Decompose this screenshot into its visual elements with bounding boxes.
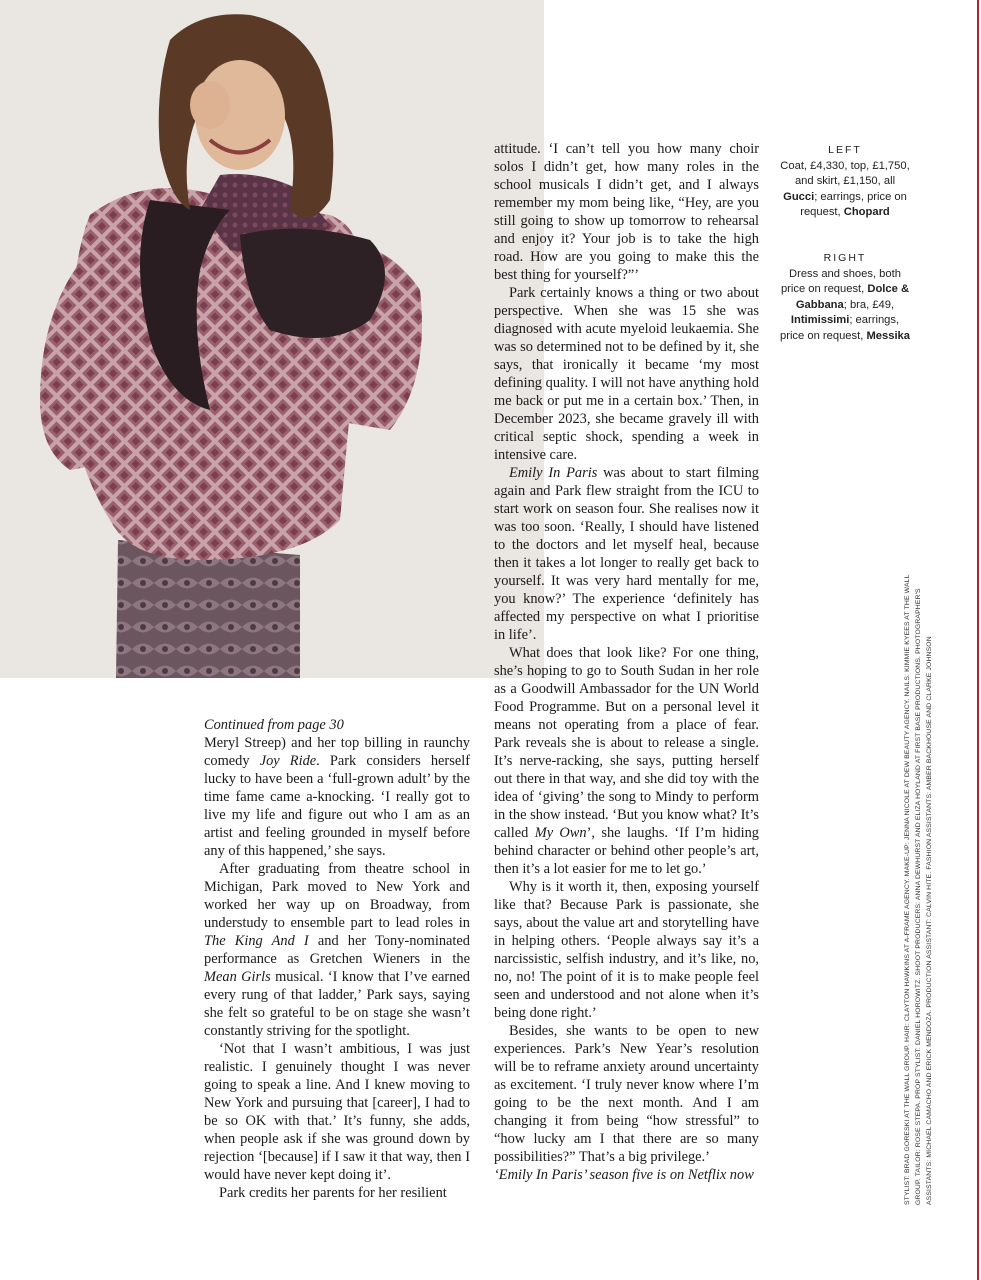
body-paragraph <box>204 1184 470 1202</box>
text-run: Meryl Streep) and her top billing in raunchy comedy <box>204 735 470 769</box>
photo-credits-line: ASSISTANTS: MICHAEL CAMACHO AND ERICK MENDOZA. PRODUCTION ASSISTANT: CALVIN HITE. FASHION ASSISTANTS: AMBER BACKHOUSE AND CLARKE JOHNSON <box>926 636 933 1205</box>
text-run: ; earrings, price on request, <box>800 190 907 218</box>
italic-title: Joy Ride <box>259 753 317 769</box>
text-run: . Park considers herself lucky to have been a ‘full-grown adult’ by the time fame came a-knocking. ‘I really got to live my life and figure out who I am as an artist and feeling grounded in myself before any of this happened,’ she says. <box>204 753 470 859</box>
brand-name: Chopard <box>843 206 890 218</box>
body-paragraph <box>494 878 759 1022</box>
article-column-2 <box>494 140 759 1184</box>
text-run: Park certainly knows a thing or two about perspective. When she was 15 she was diagnosed with acute myeloid leukaemia. She was so determined not to be defined by it, she says, that ironically it became ‘my most defining quality. I will not have anything hold me back or put me in a certain box.’ Then, in December 2023, she became gravely ill with critical septic shock, spending a week in intensive care. <box>494 285 759 463</box>
body-paragraph <box>494 1022 759 1166</box>
photo-credits-line: GROUP. TAILOR: ROSE STEPA. PROP STYLIST: DANIEL HOROWITZ. SHOOT PRODUCERS: ANNA DEWHURST AND ELIZA HOYLAND AT FIRST BASE PRODUCTIONS. PHOTOGRAPHER'S <box>915 588 922 1205</box>
text-run: was about to start filming again and Park flew straight from the ICU to start work on season four. She realises now it was too soon. ‘Really, I should have listened to the doctors and let myself heal, because then it takes a lot longer to really get back to yourself. It was very hard mentally for me, you know?’ The experience ‘definitely has affected my perspective on what I prioritise in life’. <box>494 465 759 643</box>
text-run: Besides, she wants to be open to new experiences. Park’s New Year’s resolution will be to reframe anxiety around uncertainty as excitement. ‘I truly never know where I’m going to be the next month. And I am changing it from being “how stressful” to “how lucky am I that there are so many possibilities?” That’s a big privilege.’ <box>494 1023 759 1165</box>
caption-right <box>778 251 912 344</box>
show-credit-line: ‘Emily In Paris’ season five is on Netflix now <box>494 1167 754 1183</box>
continued-from-kicker: Continued from page 30 <box>204 717 344 733</box>
page-edge-rule <box>977 0 979 1280</box>
italic-title: Mean Girls <box>204 969 271 985</box>
text-run: ; earrings, price on request, <box>780 314 900 342</box>
photo-credits <box>902 485 936 1205</box>
caption-left-body <box>778 159 912 221</box>
text-run: attitude. ‘I can’t tell you how many choir solos I didn’t get, how many roles in the school musicals I didn’t get, and I always remember my mom being like, “Hey, are you still going to show up tomorrow to rehearsal and enjoy it? Your job is to take the high road. How are you going to make this the best thing for yourself?”’ <box>494 141 759 283</box>
brand-name: Intimissimi <box>790 314 850 326</box>
article-column-1 <box>204 716 470 1202</box>
brand-name: Gucci <box>783 190 815 203</box>
text-run: ’, she laughs. ‘If I’m hiding behind character or behind other people’s art, then it’s a lot easier for me to let go.’ <box>494 825 759 877</box>
text-run: Coat, £4,330, top, £1,750, and skirt, £1,150, all <box>780 159 910 187</box>
text-run: Why is it worth it, then, exposing yourself like that? Because Park is passionate, she says, about the value art and storytelling have in helping others. ‘People always say it’s a narcissistic, selfish industry, and it’s like, no, no, no! The point of it is to make people feel seen and understood and not alone when it’s being done right.’ <box>494 879 759 1021</box>
brand-name: Messika <box>866 329 910 342</box>
text-run: and her Tony-nominated performance as Gretchen Wieners in the <box>204 933 470 967</box>
text-run: musical. ‘I know that I’ve earned every rung of that ladder,’ Park says, saying she felt so grateful to be on stage she wasn’t constantly striving for the spotlight. <box>204 969 470 1039</box>
portrait-photo-illustration <box>0 0 544 678</box>
body-paragraph <box>494 140 759 284</box>
body-paragraph <box>204 734 470 860</box>
italic-title: Emily In Paris <box>509 465 598 481</box>
brand-name: Dolce & Gabbana <box>795 283 910 311</box>
body-paragraph <box>204 1040 470 1184</box>
text-run: ; bra, £49, <box>843 298 895 311</box>
body-paragraph <box>494 464 759 644</box>
caption-right-heading: RIGHT <box>823 252 867 264</box>
text-run: What does that look like? For one thing, she’s hoping to go to South Sudan in her role as a Goodwill Ambassador for the UN World Food Programme. But on a personal level it means not operating from a place of fear. Park reveals she is about to release a single. It’s nerve-racking, she says, putting herself out there in that way, and she did toy with the idea of ‘giving’ the song to Mindy to perform in the show instead. ‘But you know what? It’s called <box>494 645 759 841</box>
body-paragraph <box>494 644 759 878</box>
caption-left <box>778 143 912 221</box>
italic-title: The King And I <box>204 933 309 949</box>
body-paragraph <box>204 860 470 1040</box>
photo-credits-line: STYLIST: BRAD GORESKI AT THE WALL GROUP. HAIR: CLAYTON HAWKINS AT A-FRAME AGENCY. MAKE-UP: JENNA NICOLE AT DEW BEAUTY AGENCY. NAILS: KIMMIE KYEES AT THE WALL <box>904 574 911 1205</box>
text-run: Park credits her parents for her resilient <box>219 1185 447 1201</box>
portrait-photo <box>0 0 544 678</box>
text-run: ‘Not that I wasn’t ambitious, I was just realistic. I genuinely thought I was never going to speak a line. And I knew moving to New York and pursuing that [career], I had to be so OK with that.’ It’s funny, she adds, when people ask if she was ground down by rejection ‘[because] if I saw it that way, then I would have never kept doing it’. <box>204 1041 470 1183</box>
body-paragraph <box>494 284 759 464</box>
text-run: Dress and shoes, both price on request, <box>780 267 901 295</box>
caption-left-heading: LEFT <box>828 144 862 156</box>
caption-right-body <box>778 267 912 345</box>
text-run: After graduating from theatre school in Michigan, Park moved to New York and worked her way up on Broadway, from understudy to ensemble part to lead roles in <box>204 861 470 931</box>
italic-title: My Own <box>534 825 587 841</box>
